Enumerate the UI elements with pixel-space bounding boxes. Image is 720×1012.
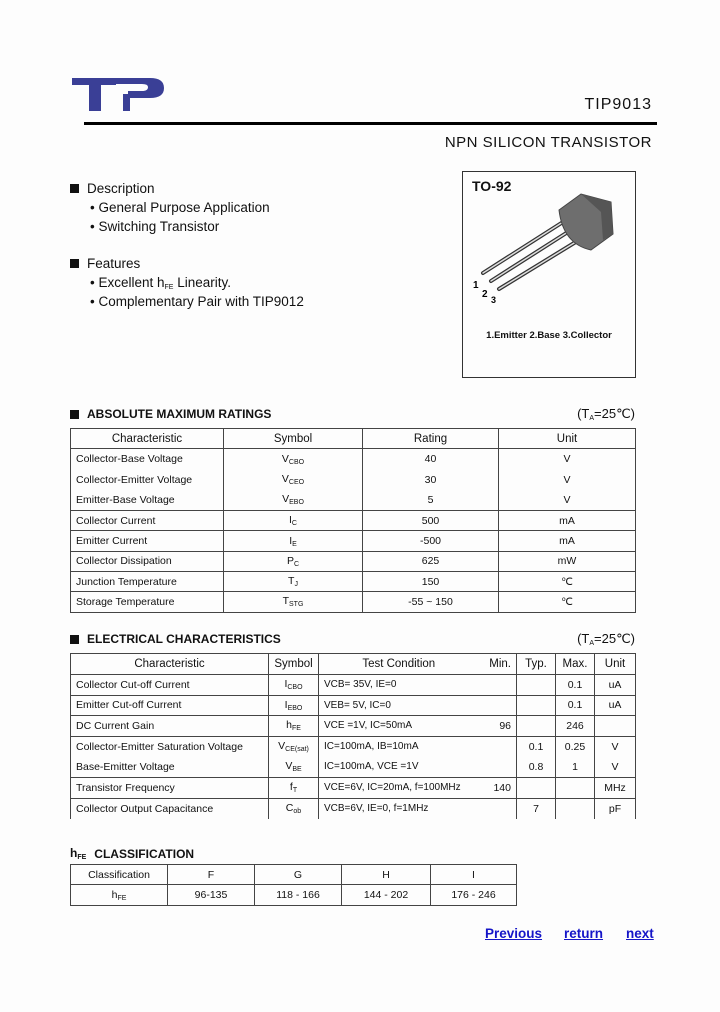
symbol: $I_{CBO}$ [269, 675, 319, 696]
characteristic: Junction Temperature [71, 571, 224, 591]
amr-condition: $(T_A=25℃)$ [577, 406, 635, 422]
svg-text:2: 2 [482, 289, 488, 300]
table-row [71, 490, 636, 511]
unit: pF [595, 798, 636, 819]
features-heading: Features [87, 256, 141, 271]
unit: V [595, 757, 636, 778]
symbol: $C_{ob}$ [269, 798, 319, 819]
symbol: $V_{CE(sat)}$ [269, 736, 319, 757]
test-condition: IC=100mA, VCE =1V [319, 757, 479, 778]
test-condition: VEB= 5V, IC=0 [319, 695, 479, 716]
max: 0.25 [556, 736, 595, 757]
description-section [70, 179, 270, 236]
unit: V [499, 490, 636, 511]
typ: 0.8 [517, 757, 556, 778]
unit: mA [499, 511, 636, 531]
test-condition: VCE=6V, IC=20mA, f=100MHz [319, 777, 479, 798]
rating: 40 [363, 449, 499, 470]
unit: uA [595, 695, 636, 716]
rating: 5 [363, 490, 499, 511]
device-type: NPN SILICON TRANSISTOR [444, 134, 652, 151]
unit: mA [499, 531, 636, 551]
rating: -55 ~ 150 [363, 592, 499, 612]
min [479, 757, 517, 778]
pin-caption: 1.Emitter 2.Base 3.Collector [486, 330, 612, 341]
table-row [71, 675, 636, 696]
package-name: TO-92 [472, 178, 512, 194]
symbol: $V_{EBO}$ [224, 490, 363, 511]
max: 1 [556, 757, 595, 778]
hfe-classification-table: Classification F G H I $h_{FE}$ 96-135 118 - 166 144 - 202 176 - 246 [70, 864, 517, 906]
svg-text:3: 3 [491, 295, 497, 305]
symbol: $I_{EBO}$ [269, 695, 319, 716]
characteristic: Collector Dissipation [71, 551, 224, 571]
characteristic: Collector-Base Voltage [71, 449, 224, 470]
table-row [71, 716, 636, 737]
min [479, 798, 517, 819]
characteristic: Collector-Emitter Saturation Voltage [71, 736, 269, 757]
typ [517, 716, 556, 737]
characteristic: Collector Output Capacitance [71, 798, 269, 819]
max [556, 777, 595, 798]
absolute-maximum-ratings-table: Characteristic Symbol Rating Unit Collector-Base Voltage $V_{CBO}$ 40 V Collector-Emitter Voltage $V_{CEO}$ 30 V Emitter-Base Voltage $V_{EBO}$ 5 V Collector Current $I_C$ 500 mA Emitter Current $I_E$ -500 mA Collector Dissipation $P_C$ 625 mW Junction Temperature $T_J$ 150 ℃ Storage Temperature $T_{STG}$ -55 ~ 150 ℃ [70, 428, 636, 613]
table-row [71, 571, 636, 591]
table-row [71, 511, 636, 531]
company-logo [72, 76, 167, 112]
max: 0.1 [556, 695, 595, 716]
characteristic: Base-Emitter Voltage [71, 757, 269, 778]
unit: V [595, 736, 636, 757]
next-link[interactable]: next [626, 926, 654, 941]
unit: V [499, 469, 636, 490]
characteristic: Transistor Frequency [71, 777, 269, 798]
symbol: $P_C$ [224, 551, 363, 571]
max: 246 [556, 716, 595, 737]
characteristic: Collector Cut-off Current [71, 675, 269, 696]
feature-item: • Excellent $h_{FE}$ Linearity. [90, 275, 232, 291]
features-section [70, 254, 304, 311]
table-row [71, 736, 636, 757]
unit: ℃ [499, 592, 636, 612]
electrical-characteristics-table: Characteristic Symbol Test Condition Min. Typ. Max. Unit Collector Cut-off Current $I_{CBO}$ VCB= 35V, IE=0 0.1 uA Emitter Cut-off Current $I_{EBO}$ VEB= 5V, IC=0 0.1 uA DC Current Gain $h_{FE}$ VCE =1V, IC=50mA 96 246 Collector-Emitter Saturation Voltage $V_{CE(sat)}$ IC=100mA, IB=10mA 0.1 0.25 V Base-Emitter Voltage $V_{BE}$ IC=100mA, VCE =1V 0.8 1 V Transistor Frequency $f_T$ VCE=6V, IC=20mA, f=100MHz 140 MHz Collector Output Capacitance $C_{ob}$ VCB=6V, IE=0, f=1MHz 7 pF [70, 653, 636, 819]
typ [517, 675, 556, 696]
characteristic: Collector Current [71, 511, 224, 531]
symbol: $V_{CBO}$ [224, 449, 363, 470]
test-condition: VCE =1V, IC=50mA [319, 716, 479, 737]
symbol: $f_T$ [269, 777, 319, 798]
ec-heading: ELECTRICAL CHARACTERISTICS [70, 632, 281, 646]
description-item: • Switching Transistor [90, 219, 220, 234]
bullet-square-icon [70, 184, 79, 193]
return-link[interactable]: return [564, 926, 604, 941]
min [479, 695, 517, 716]
unit: V [499, 449, 636, 470]
symbol: $V_{CEO}$ [224, 469, 363, 490]
unit: ℃ [499, 571, 636, 591]
test-condition: VCB= 35V, IE=0 [319, 675, 479, 696]
table-row [71, 592, 636, 612]
symbol: $V_{BE}$ [269, 757, 319, 778]
symbol: $I_C$ [224, 511, 363, 531]
table-row [71, 469, 636, 490]
symbol: $h_{FE}$ [269, 716, 319, 737]
min: 96 [479, 716, 517, 737]
characteristic: Emitter-Base Voltage [71, 490, 224, 511]
bullet-square-icon [70, 259, 79, 268]
symbol: $T_{STG}$ [224, 592, 363, 612]
part-number: TIP9013 [584, 96, 652, 113]
min [479, 675, 517, 696]
characteristic: Collector-Emitter Voltage [71, 469, 224, 490]
rating: 625 [363, 551, 499, 571]
table-row [71, 695, 636, 716]
max [556, 798, 595, 819]
rating: -500 [363, 531, 499, 551]
min [479, 736, 517, 757]
table-row [71, 777, 636, 798]
table-row [71, 551, 636, 571]
characteristic: Emitter Current [71, 531, 224, 551]
typ [517, 695, 556, 716]
test-condition: IC=100mA, IB=10mA [319, 736, 479, 757]
feature-item: • Complementary Pair with TIP9012 [90, 294, 304, 309]
table-row [71, 449, 636, 470]
symbol: $I_E$ [224, 531, 363, 551]
previous-link[interactable]: Previous [485, 926, 543, 941]
rating: 150 [363, 571, 499, 591]
typ: 0.1 [517, 736, 556, 757]
to92-transistor-illustration [463, 172, 635, 322]
rating: 30 [363, 469, 499, 490]
unit: MHz [595, 777, 636, 798]
ec-condition: $(T_A=25℃)$ [577, 631, 635, 647]
test-condition: VCB=6V, IE=0, f=1MHz [319, 798, 479, 819]
unit: uA [595, 675, 636, 696]
package-box [462, 171, 636, 378]
table-row [71, 798, 636, 819]
typ: 7 [517, 798, 556, 819]
characteristic: Storage Temperature [71, 592, 224, 612]
symbol: $T_J$ [224, 571, 363, 591]
svg-text:1: 1 [473, 280, 479, 291]
table-row [71, 757, 636, 778]
rating: 500 [363, 511, 499, 531]
description-heading: Description [87, 181, 155, 196]
table-row [71, 531, 636, 551]
unit [595, 716, 636, 737]
header-rule [84, 122, 657, 125]
hfe-classification-heading: $h_{FE}$ CLASSIFICATION [70, 846, 195, 861]
min: 140 [479, 777, 517, 798]
typ [517, 777, 556, 798]
description-item: • General Purpose Application [90, 200, 270, 215]
characteristic: DC Current Gain [71, 716, 269, 737]
characteristic: Emitter Cut-off Current [71, 695, 269, 716]
amr-heading: ABSOLUTE MAXIMUM RATINGS [70, 407, 271, 421]
unit: mW [499, 551, 636, 571]
max: 0.1 [556, 675, 595, 696]
